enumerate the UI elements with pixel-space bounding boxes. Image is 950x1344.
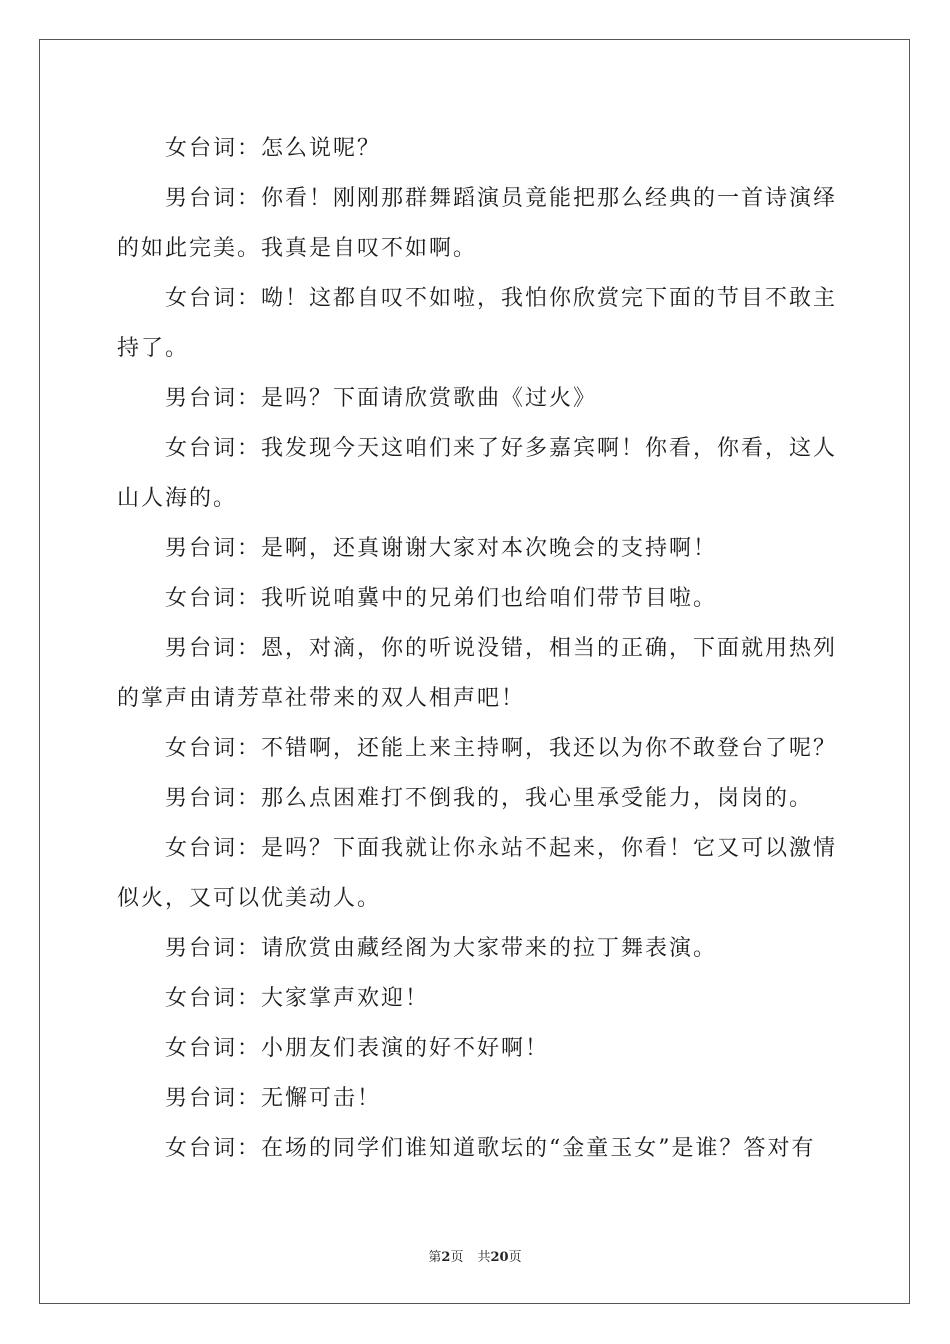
paragraph: 女台词：我听说咱冀中的兄弟们也给咱们带节目啦。 xyxy=(165,586,718,611)
paragraph: 女台词：我发现今天这咱们来了好多嘉宾啊！你看，你看，这人山人海的。 xyxy=(117,436,838,511)
paragraph: 女台词：呦！这都自叹不如啦，我怕你欣赏完下面的节目不敢主持了。 xyxy=(117,286,838,361)
paragraph: 女台词：小朋友们表演的好不好啊！ xyxy=(165,1036,550,1061)
total-prefix: 共 xyxy=(477,1250,491,1265)
page-prefix: 第 xyxy=(428,1250,442,1265)
paragraph: 男台词：是啊，还真谢谢大家对本次晚会的支持啊！ xyxy=(165,536,718,561)
paragraph: 女台词：在场的同学们谁知道歌坛的“金童玉女”是谁？答对有 xyxy=(165,1136,816,1161)
paragraph: 男台词：恩，对滴，你的听说没错，相当的正确，下面就用热列的掌声由请芳草社带来的双人相声吧！ xyxy=(117,636,838,711)
paragraph: 女台词：大家掌声欢迎！ xyxy=(165,986,430,1011)
paragraph: 男台词：无懈可击！ xyxy=(165,1086,382,1111)
paragraph: 男台词：你看！刚刚那群舞蹈演员竟能把那么经典的一首诗演绎的如此完美。我真是自叹不如啊。 xyxy=(117,186,838,261)
document-body xyxy=(117,124,837,1174)
total-suffix: 页 xyxy=(508,1250,522,1265)
current-page-number: 2 xyxy=(441,1250,451,1265)
paragraph: 男台词：请欣赏由藏经阁为大家带来的拉丁舞表演。 xyxy=(165,936,718,961)
paragraph: 女台词：是吗？下面我就让你永站不起来，你看！它又可以激情似火，又可以优美动人。 xyxy=(117,836,838,911)
total-page-number: 20 xyxy=(490,1250,509,1265)
paragraph: 女台词：不错啊，还能上来主持啊，我还以为你不敢登台了呢？ xyxy=(165,736,838,761)
paragraph: 女台词：怎么说呢？ xyxy=(165,136,382,161)
page-suffix: 页 xyxy=(450,1250,464,1265)
paragraph: 男台词：是吗？下面请欣赏歌曲《过火》 xyxy=(165,386,598,411)
paragraph: 男台词：那么点困难打不倒我的，我心里承受能力，岗岗的。 xyxy=(165,786,814,811)
page-footer xyxy=(0,1246,950,1265)
